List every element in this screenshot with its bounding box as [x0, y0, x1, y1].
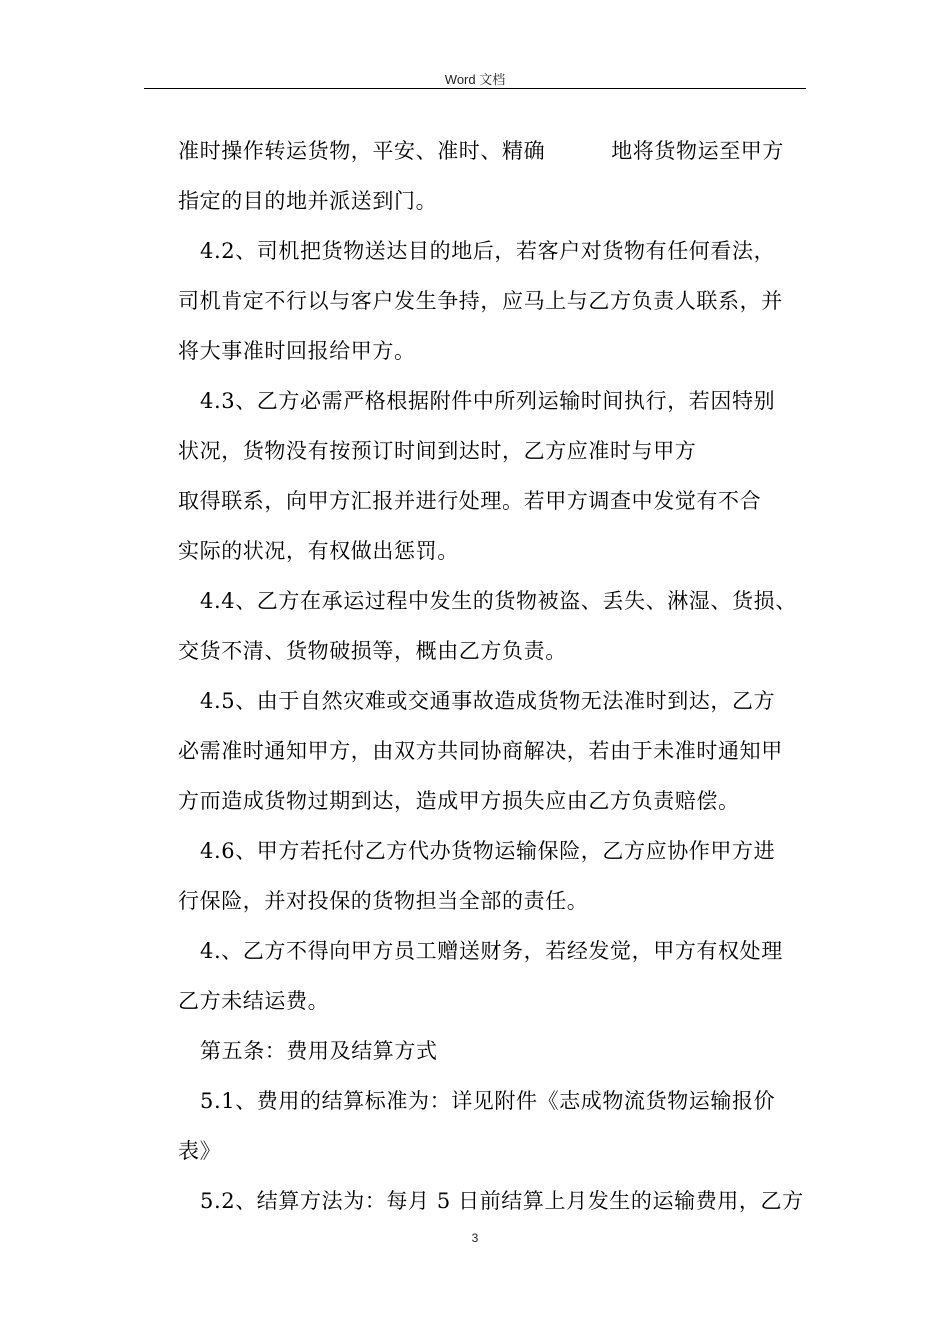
body-line-1-part-a: 准时操作转运货物，平安、准时、精确: [178, 139, 546, 163]
body-line-15: 4.6、甲方若托付乙方代办货物运输保险，乙方应协作甲方进: [200, 839, 776, 863]
body-line-3: 4.2、司机把货物送达目的地后，若客户对货物有任何看法，: [200, 239, 776, 263]
body-line-20: 5.1、费用的结算标准为：详见附件《志成物流货物运输报价: [200, 1089, 776, 1113]
page-header-title: Word 文档: [444, 72, 506, 87]
body-line-7: 状况，货物没有按预订时间到达时，乙方应准时与甲方: [178, 439, 697, 463]
page-number: 3: [471, 1231, 479, 1245]
body-line-4: 司机肯定不行以与客户发生争持，应马上与乙方负责人联系，并: [178, 289, 783, 313]
body-line-2: 指定的目的地并派送到门。: [178, 189, 438, 213]
body-line-14: 方而造成货物过期到达，造成甲方损失应由乙方负责赔偿。: [178, 789, 740, 813]
header-divider: [144, 88, 806, 89]
body-line-13: 必需准时通知甲方，由双方共同协商解决，若由于未准时通知甲: [178, 739, 783, 763]
body-line-21: 表》: [178, 1139, 222, 1163]
section-heading: 第五条：费用及结算方式: [200, 1039, 438, 1063]
body-line-22: 5.2、结算方法为：每月 5 日前结算上月发生的运输费用，乙方: [200, 1189, 804, 1213]
body-line-10: 4.4、乙方在承运过程中发生的货物被盗、丢失、淋湿、货损、: [200, 589, 797, 613]
body-line-11: 交货不清、货物破损等，概由乙方负责。: [178, 639, 567, 663]
body-line-9: 实际的状况，有权做出惩罚。: [178, 539, 459, 563]
body-line-6: 4.3、乙方必需严格根据附件中所列运输时间执行，若因特别: [200, 389, 776, 413]
body-line-1: [178, 138, 784, 164]
body-line-18: 乙方未结运费。: [178, 989, 330, 1013]
body-line-1-part-b: 地将货物运至甲方: [611, 139, 785, 163]
body-line-12: 4.5、由于自然灾难或交通事故造成货物无法准时到达，乙方: [200, 689, 776, 713]
body-line-5: 将大事准时回报给甲方。: [178, 339, 416, 363]
body-line-16: 行保险，并对投保的货物担当全部的责任。: [178, 889, 589, 913]
body-line-17: 4.、乙方不得向甲方员工赠送财务，若经发觉，甲方有权处理: [200, 939, 783, 963]
body-line-8: 取得联系，向甲方汇报并进行处理。若甲方调查中发觉有不合: [178, 489, 762, 513]
